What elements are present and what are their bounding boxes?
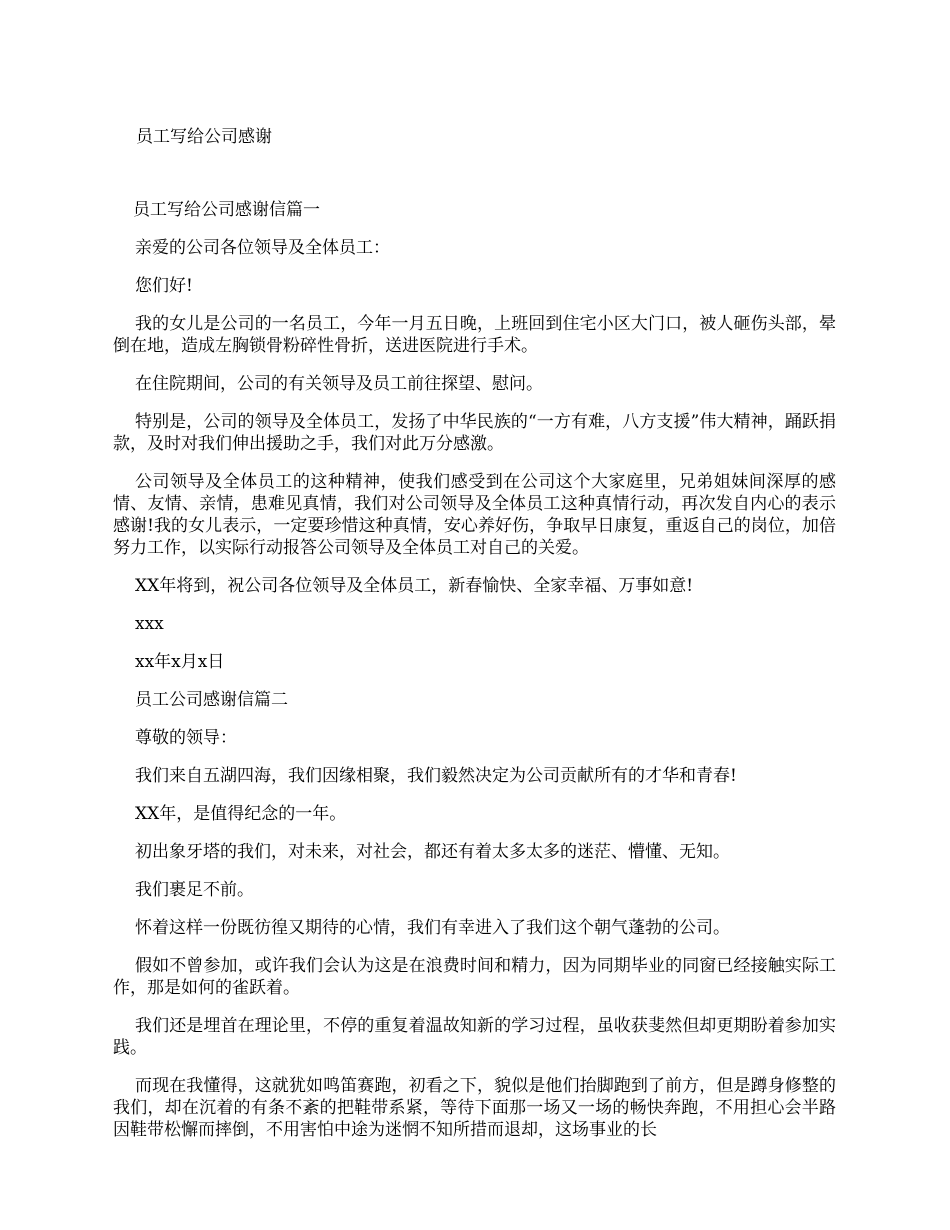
document-title: 员工写给公司感谢: [136, 127, 272, 147]
section-heading: 员工公司感谢信篇二: [135, 690, 288, 710]
body-paragraph: 在住院期间，公司的有关领导及员工前往探望、慰问。: [135, 374, 543, 394]
body-paragraph: 公司领导及全体员工的这种精神，使我们感受到在公司这个大家庭里，兄弟姐妹间深厚的感情、友情、亲情，患难见真情，我们对公司领导及全体员工这种真情行动，再次发自内心的表示感谢!我的女儿表示，一定要珍惜这种真情，安心养好伤，争取早日康复，重返自己的岗位，加倍努力工作，以实际行动报答公司领导及全体员工对自己的关爱。: [113, 472, 836, 558]
body-paragraph: 我的女儿是公司的一名员工，今年一月五日晚，上班回到住宅小区大门口，被人砸伤头部，晕倒在地，造成左胸锁骨粉碎性骨折，送进医院进行手术。: [113, 314, 836, 356]
document-body: [113, 199, 836, 1157]
salutation: 尊敬的领导：: [135, 728, 237, 748]
signature: xxx: [135, 614, 164, 634]
section-heading: 员工写给公司感谢信篇一: [133, 200, 320, 220]
body-paragraph: XX年将到，祝公司各位领导及全体员工，新春愉快、全家幸福、万事如意!: [135, 576, 694, 596]
body-paragraph: 我们还是埋首在理论里，不停的重复着温故知新的学习过程，虽收获斐然但却更期盼着参加实践。: [113, 1016, 836, 1058]
body-paragraph: 假如不曾参加，或许我们会认为这是在浪费时间和精力，因为同期毕业的同窗已经接触实际工作，那是如何的雀跃着。: [113, 956, 836, 998]
salutation: 亲爱的公司各位领导及全体员工：: [135, 238, 390, 258]
body-paragraph: 而现在我懂得，这就犹如鸣笛赛跑，初看之下，貌似是他们抬脚跑到了前方，但是蹲身修整的我们，却在沉着的有条不紊的把鞋带系紧，等待下面那一场又一场的畅快奔跑，不用担心会半路因鞋带松懈而摔倒，不用害怕中途为迷惘不知所措而退却，这场事业的长: [113, 1076, 836, 1140]
body-paragraph: 我们来自五湖四海，我们因缘相聚，我们毅然决定为公司贡献所有的才华和青春!: [135, 766, 737, 786]
date-line: xx年x月x日: [135, 652, 225, 672]
body-paragraph: 怀着这样一份既彷徨又期待的心情，我们有幸进入了我们这个朝气蓬勃的公司。: [135, 918, 730, 938]
body-paragraph: 特别是，公司的领导及全体员工，发扬了中华民族的“一方有难，八方支援”伟大精神，踊跃捐款，及时对我们伸出援助之手，我们对此万分感激。: [113, 412, 836, 454]
body-paragraph: 初出象牙塔的我们，对未来，对社会，都还有着太多太多的迷茫、懵懂、无知。: [135, 842, 730, 862]
body-paragraph: 我们裹足不前。: [135, 880, 254, 900]
body-paragraph: XX年，是值得纪念的一年。: [135, 804, 347, 824]
greeting: 您们好!: [135, 276, 193, 296]
